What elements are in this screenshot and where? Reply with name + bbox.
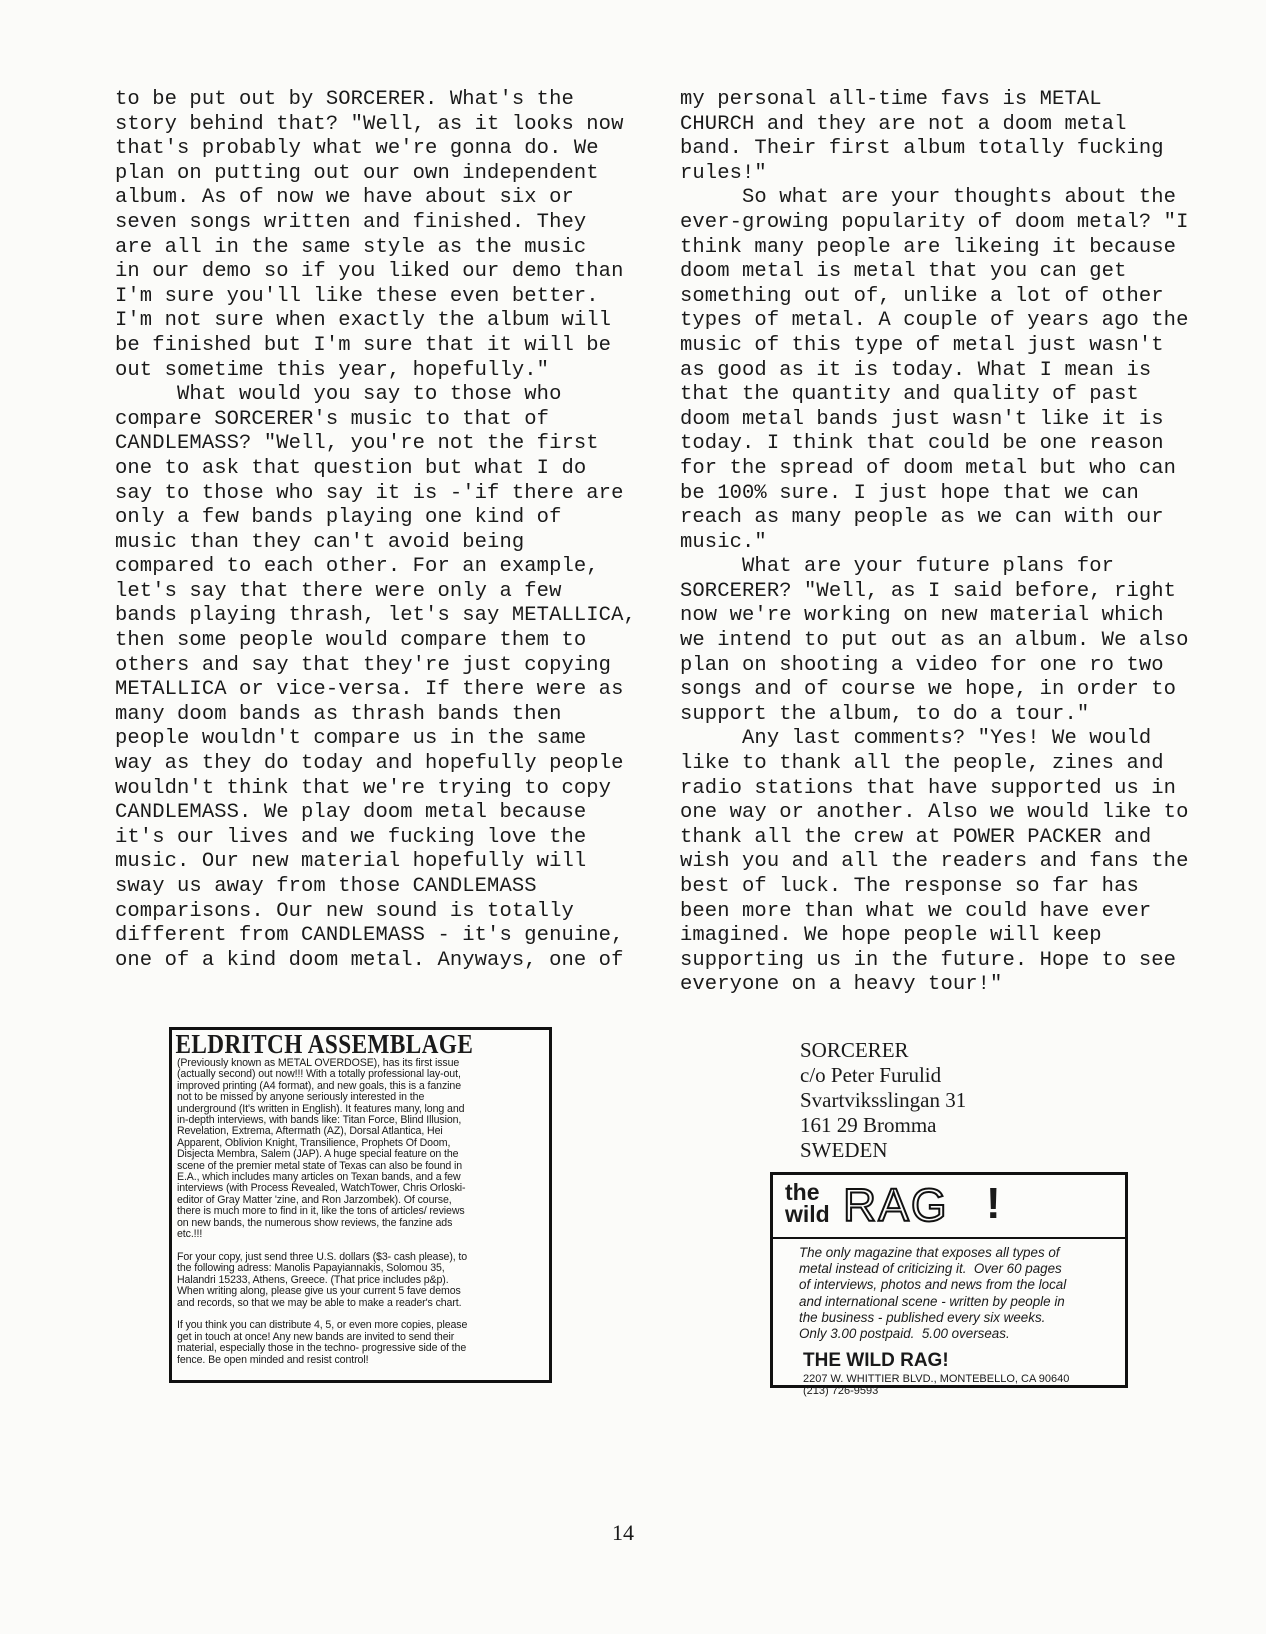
text-line: When writing along, please give us your current 5 fave demos <box>177 1285 461 1298</box>
text-line: compared to each other. For an example, <box>115 555 599 579</box>
text-line: CANDLEMASS. We play doom metal because <box>115 801 587 825</box>
text-line: the following adress: Manolis Papayiannakis, Solomou 35, <box>177 1262 445 1275</box>
text-line: So what are your thoughts about the <box>680 186 1177 210</box>
text-line: Apparent, Oblivion Knight, Transilience, Prophets Of Doom, <box>177 1136 451 1149</box>
text-line: 2207 W. WHITTIER BLVD., MONTEBELLO, CA 90640 <box>803 1373 1070 1385</box>
text-line: seven songs written and finished. They <box>115 210 587 234</box>
text-line: one to ask that question but what I do <box>115 456 587 480</box>
text-line: I'm sure you'll like these even better. <box>115 284 599 308</box>
text-line: be 100% sure. I just hope that we can <box>680 481 1139 505</box>
text-line: scene of the premier metal state of Texas can also be found in <box>177 1159 463 1172</box>
ad-description <box>799 1245 1066 1342</box>
text-line: (actually second) out now!!! With a totally professional lay-out, <box>177 1068 461 1081</box>
text-line: my personal all-time favs is METAL <box>680 88 1102 111</box>
text-line: then some people would compare them to <box>115 629 587 653</box>
text-line: and international scene - written by people in <box>799 1293 1065 1309</box>
text-line: way as they do today and hopefully people <box>115 752 624 776</box>
text-line: there is much more to find in it, like the tons of articles/ reviews <box>177 1205 465 1218</box>
text-line: doom metal is metal that you can get <box>680 260 1127 284</box>
eldritch-assemblage-ad <box>169 1027 552 1383</box>
text-line: rules!" <box>680 161 767 185</box>
text-line: in-depth interviews, with bands like: Titan Force, Blind Illusion, <box>177 1114 462 1127</box>
text-line: I'm not sure when exactly the album will <box>115 309 612 333</box>
text-line: wish you and all the readers and fans the <box>680 850 1189 874</box>
text-line: and records, so that we may be able to make a reader's chart. <box>177 1296 462 1309</box>
text-line: ever-growing popularity of doom metal? "I <box>680 210 1189 234</box>
interview-left-column <box>115 88 636 973</box>
text-line: get in touch at once! Any new bands are invited to send their <box>177 1330 455 1343</box>
text-line: Svartviksslingan 31 <box>800 1088 967 1112</box>
text-line: underground (It's written in English). It features many, long and <box>177 1102 465 1115</box>
text-line: others and say that they're just copying <box>115 653 612 677</box>
text-line: If you think you can distribute 4, 5, or even more copies, please <box>177 1319 468 1332</box>
wild-rag-logo <box>773 1175 1125 1235</box>
text-line: not to be missed by anyone seriously interested in the <box>177 1091 425 1104</box>
text-line: (Previously known as METAL OVERDOSE), has its first issue <box>177 1057 460 1069</box>
text-line: What would you say to those who <box>115 383 562 407</box>
text-line: Disjecta Membra, Salem (JAP). A huge special feature on the <box>177 1148 459 1161</box>
text-line: fence. Be open minded and resist control! <box>177 1353 369 1366</box>
text-line: SORCERER? "Well, as I said before, right <box>680 579 1177 603</box>
text-line: (213) 726-9593 <box>803 1385 879 1397</box>
text-line: SORCERER <box>800 1038 909 1062</box>
text-line: in our demo so if you liked our demo than <box>115 260 624 284</box>
text-line: CHURCH and they are not a doom metal <box>680 112 1127 136</box>
text-line: metal instead of criticizing it. Over 60 pages <box>799 1261 1062 1277</box>
text-line: radio stations that have supported us in <box>680 776 1177 800</box>
text-line: everyone on a heavy tour!" <box>680 973 1003 997</box>
text-line: the business - published every six weeks. <box>799 1309 1046 1325</box>
text-line: one of a kind doom metal. Anyways, one of <box>115 948 624 972</box>
text-line: music." <box>680 530 767 554</box>
text-line: c/o Peter Furulid <box>800 1063 942 1087</box>
text-line: it's our lives and we fucking love the <box>115 825 587 849</box>
text-line: support the album, to do a tour." <box>680 702 1090 726</box>
text-line: story behind that? "Well, as it looks now <box>115 112 624 136</box>
logo-divider <box>773 1237 1125 1239</box>
page-number: 14 <box>612 1520 634 1545</box>
text-line: music. Our new material hopefully will <box>115 850 587 874</box>
text-line: compare SORCERER's music to that of <box>115 407 550 431</box>
text-line: only a few bands playing one kind of <box>115 506 562 530</box>
text-line: that's probably what we're gonna do. We <box>115 137 599 161</box>
text-line: many doom bands as thrash bands then <box>115 702 562 726</box>
text-line: like to thank all the people, zines and <box>680 752 1164 776</box>
text-line: bands playing thrash, let's say METALLICA, <box>115 604 636 628</box>
text-line: of interviews, photos and news from the local <box>799 1277 1067 1293</box>
text-line: album. As of now we have about six or <box>115 186 574 210</box>
text-line: music than they can't avoid being <box>115 530 525 554</box>
text-line: we intend to put out as an album. We also <box>680 629 1189 653</box>
text-line: plan on putting out our own independent <box>115 161 599 185</box>
text-line: Revelation, Extrema, Aftermath (AZ), Dorsal Atlantica, Hei <box>177 1125 443 1138</box>
text-line: 161 29 Bromma <box>800 1113 937 1137</box>
text-line: The only magazine that exposes all types of <box>799 1245 1060 1260</box>
text-line: that the quantity and quality of past <box>680 383 1139 407</box>
text-line: comparisons. Our new sound is totally <box>115 899 574 923</box>
text-line: people wouldn't compare us in the same <box>115 727 587 751</box>
logo-rag: RAG <box>843 1179 949 1231</box>
text-line: something out of, unlike a lot of other <box>680 284 1164 308</box>
text-line: out sometime this year, hopefully." <box>115 358 550 382</box>
text-line: supporting us in the future. Hope to see <box>680 948 1177 972</box>
text-line: material, especially those in the techno- progressive side of the <box>177 1342 467 1355</box>
text-line: improved printing (A4 format), and new goals, this is a fanzine <box>177 1079 461 1092</box>
text-line: editor of Gray Matter 'zine, and Ron Jarzombek). Of course, <box>177 1193 452 1206</box>
logo-exclamation: ! <box>986 1179 1001 1228</box>
text-line: music of this type of metal just wasn't <box>680 333 1164 357</box>
text-line: for the spread of doom metal but who can <box>680 456 1177 480</box>
text-line: to be put out by SORCERER. What's the <box>115 88 574 111</box>
text-line: interviews (with Process Revealed, WatchTower, Chris Orloski- <box>177 1182 466 1195</box>
text-line: as good as it is today. What I mean is <box>680 358 1152 382</box>
text-line: band. Their first album totally fucking <box>680 137 1164 161</box>
text-line: plan on shooting a video for one ro two <box>680 653 1164 677</box>
text-line: types of metal. A couple of years ago the <box>680 309 1189 333</box>
text-line: been more than what we could have ever <box>680 899 1152 923</box>
band-contact-address <box>800 1038 966 1163</box>
text-line: be finished but I'm sure that it will be <box>115 333 612 357</box>
text-line: reach as many people as we can with our <box>680 506 1164 530</box>
text-line: think many people are likeing it because <box>680 235 1177 259</box>
magazine-name: THE WILD RAG! <box>803 1350 949 1371</box>
text-line: today. I think that could be one reason <box>680 432 1164 456</box>
text-line: one way or another. Also we would like to <box>680 801 1189 825</box>
ad-title: ELDRITCH ASSEMBLAGE <box>175 1029 474 1059</box>
interview-right-column <box>680 88 1188 998</box>
text-line: Any last comments? "Yes! We would <box>680 727 1152 751</box>
text-line: METALLICA or vice-versa. If there were as <box>115 678 624 702</box>
text-line: best of luck. The response so far has <box>680 875 1139 898</box>
text-line: E.A., which includes many articles on Texan bands, and a few <box>177 1171 461 1184</box>
text-line: etc.!!! <box>177 1228 203 1241</box>
text-line: now we're working on new material which <box>680 604 1164 628</box>
text-line: What are your future plans for <box>680 555 1115 579</box>
text-line: Halandri 15233, Athens, Greece. (That price includes p&p). <box>177 1273 449 1286</box>
logo-wild: wild <box>785 1201 830 1227</box>
wild-rag-ad <box>770 1172 1128 1397</box>
text-line: Only 3.00 postpaid. 5.00 overseas. <box>799 1326 1010 1342</box>
text-line: songs and of course we hope, in order to <box>680 678 1177 702</box>
text-line: sway us away from those CANDLEMASS <box>115 875 537 898</box>
text-line: different from CANDLEMASS - it's genuine, <box>115 924 624 948</box>
text-line: wouldn't think that we're trying to copy <box>115 776 612 800</box>
text-line: doom metal bands just wasn't like it is <box>680 407 1164 431</box>
text-line: are all in the same style as the music <box>115 235 587 259</box>
text-line: SWEDEN <box>800 1138 888 1162</box>
text-line: CANDLEMASS? "Well, you're not the first <box>115 432 599 456</box>
text-line: imagined. We hope people will keep <box>680 924 1102 948</box>
ad-body <box>172 1058 549 1366</box>
text-line: say to those who say it is -'if there are <box>115 481 624 505</box>
text-line: let's say that there were only a few <box>115 579 562 603</box>
text-line: on new bands, the numerous show reviews, the fanzine ads <box>177 1216 453 1229</box>
text-line: thank all the crew at POWER PACKER and <box>680 825 1152 849</box>
logo-the: the <box>785 1179 820 1205</box>
text-line: For your copy, just send three U.S. dollars ($3- cash please), to <box>177 1250 468 1263</box>
magazine-address <box>803 1373 1069 1397</box>
